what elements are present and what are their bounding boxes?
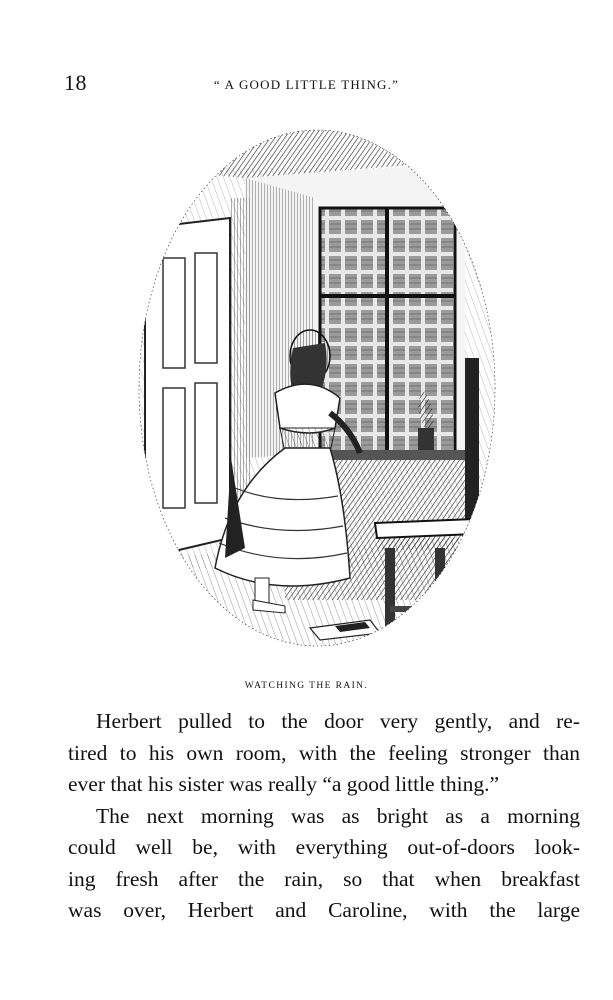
text-line: tired to his own room, with the feeling stronger than <box>68 740 580 765</box>
illustration-caption: WATCHING THE RAIN. <box>244 681 369 691</box>
page-number: 18 <box>64 70 87 95</box>
body-text <box>68 706 580 927</box>
text-line: ing fresh after the rain, so that when breakfast <box>68 866 580 891</box>
text-line: The next morning was as bright as a morning <box>96 803 580 828</box>
text-line: ever that his sister was really “a good little thing.” <box>68 772 500 796</box>
text-line: could well be, with everything out-of-doors look- <box>68 835 580 859</box>
text-line: Herbert pulled to the door very gently, and re- <box>96 709 580 733</box>
paragraph <box>68 706 580 801</box>
paragraph <box>68 801 580 927</box>
engraving-girl-at-window <box>135 128 500 673</box>
text-line: was over, Herbert and Caroline, with the large <box>68 898 580 922</box>
running-title: “ A GOOD LITTLE THING.” <box>213 77 400 92</box>
